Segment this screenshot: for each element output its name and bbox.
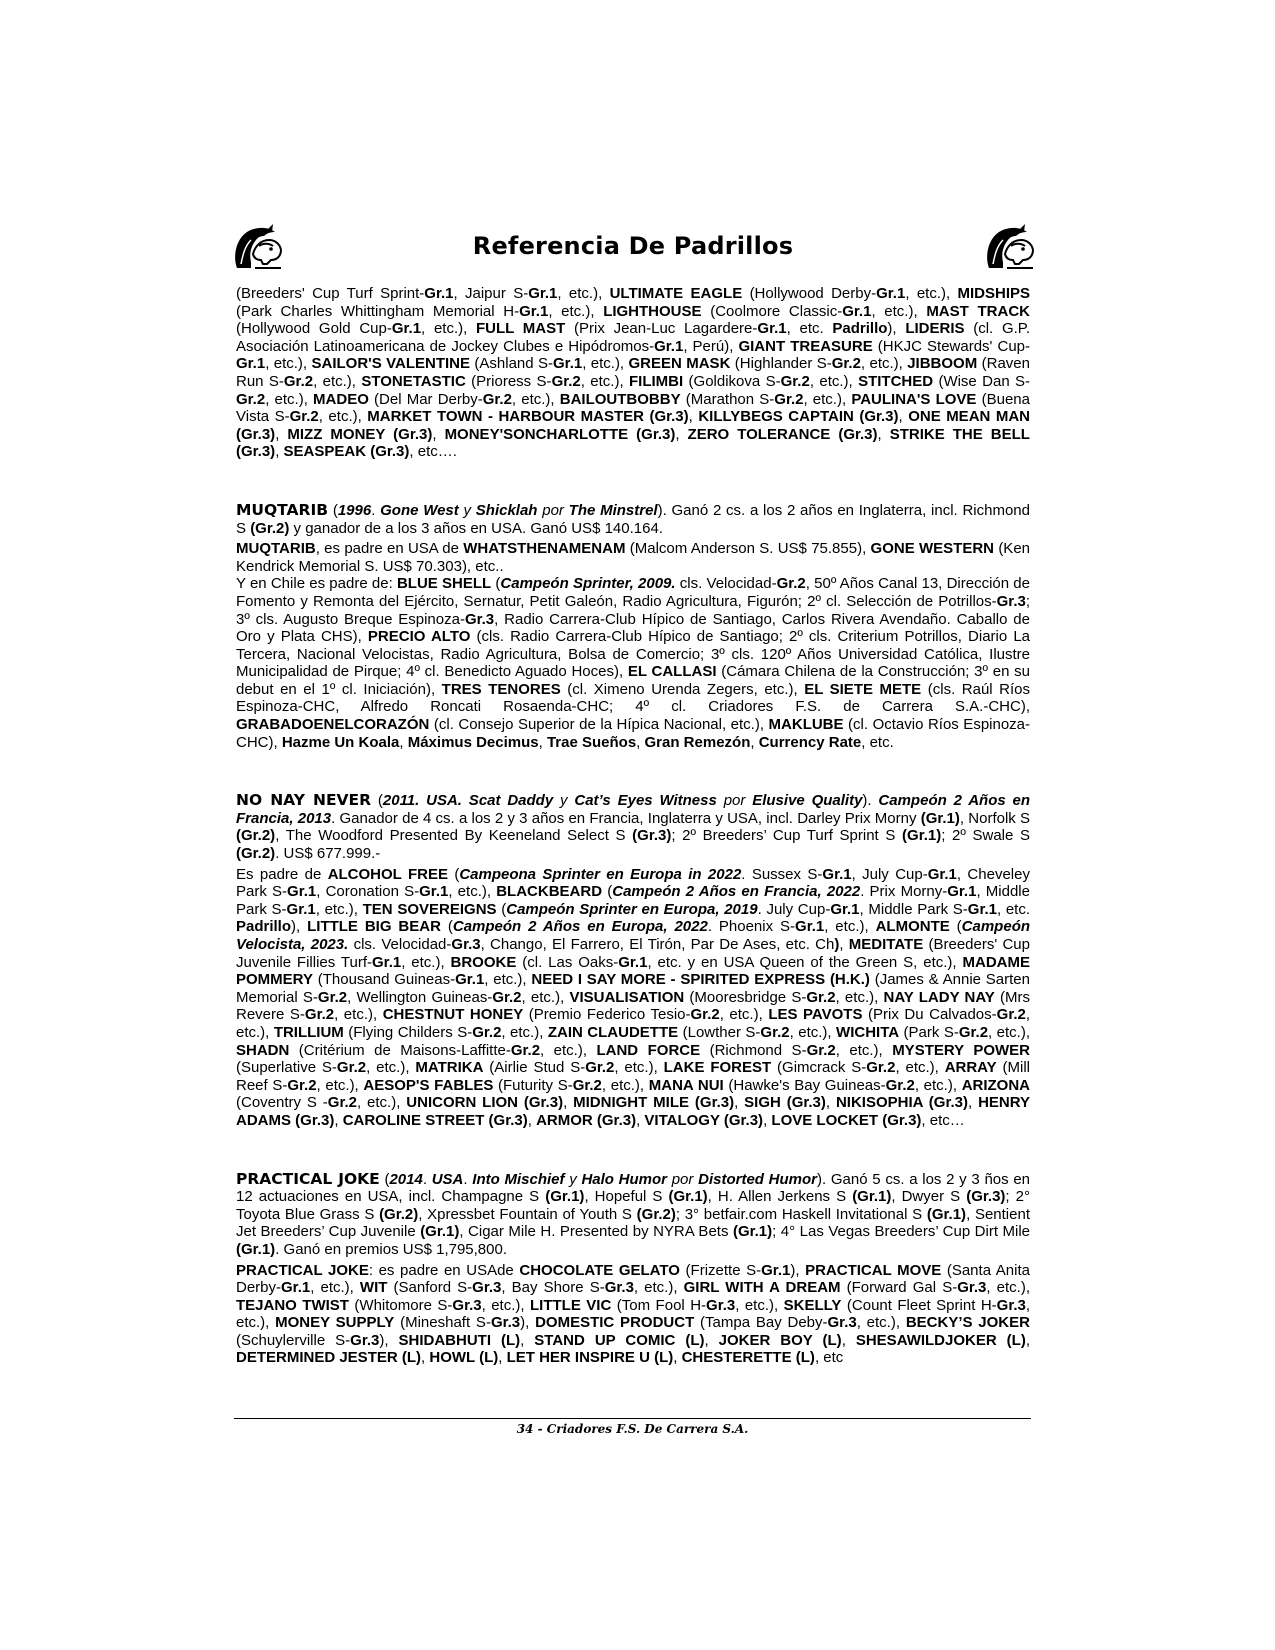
document-body	[236, 285, 1030, 1367]
page-footer: 34 - Criadores F.S. De Carrera S.A.	[516, 1422, 749, 1436]
sire-offspring-paragraph: PRACTICAL JOKE: es padre en USAde CHOCOLATE GELATO (Frizette S-Gr.1), PRACTICAL MOVE (Santa Anita Derby-Gr.1, etc.), WIT (Sanford S-Gr.3, Bay Shore S-Gr.3, etc.), GIRL WITH A DREAM (Forward Gal S-Gr.3, etc.), TEJANO TWIST (Whitomore S-Gr.3, etc.), LITTLE VIC (Tom Fool H-Gr.3, etc.), SKELLY (Count Fleet Sprint H-Gr.3, etc.), MONEY SUPPLY (Mineshaft S-Gr.3), DOMESTIC PRODUCT (Tampa Bay Deby-Gr.3, etc.), BECKY’S JOKER (Schuylerville S-Gr.3), SHIDABHUTI (L), STAND UP COMIC (L), JOKER BOY (L), SHESAWILDJOKER (L), DETERMINED JESTER (L), HOWL (L), LET HER INSPIRE U (L), CHESTERETTE (L), etc	[236, 1261, 1031, 1367]
sire-offspring-paragraph: Y en Chile es padre de: BLUE SHELL (Campeón Sprinter, 2009. cls. Velocidad-Gr.2, 50º Años Canal 13, Dirección de Fomento y Remonta del Ejército, Sernatur, Petit Galeón, Radio Agricultura, Figurón; 2º cl. Selección de Potrillos-Gr.3; 3º cls. Augusto Breque Espinoza-Gr.3, Radio Carrera-Club Hípico de Santiago, Carlos Rivera Avendaño. Caballo de Oro y Plata CHS), PRECIO ALTO (cls. Radio Carrera-Club Hípico de Santiago; 2º cls. Criterium Potrillos, Diario La Tercera, Nacional Velocistas, Radio Agricultura, Bolsa de Comercio; 3º cls. 120º Años Universidad Católica, Ilustre Municipalidad de Pirque; 4º cl. Benedicto Aguado Hoces), EL CALLASI (Cámara Chilena de la Construcción; 3º en su debut en el 1º cl. Iniciación), TRES TENORES (cl. Ximeno Urenda Zegers, etc.), EL SIETE METE (cls. Raúl Ríos Espinoza-CHC, Alfredo Roncati Rosaenda-CHC; 4º cl. Criadores F.S. de Carrera S.A.-CHC), GRABADOENELCORAZÓN (cl. Consejo Superior de la Hípica Nacional, etc.), MAKLUBE (cl. Octavio Ríos Espinoza-CHC), Hazme Un Koala, Máximus Decimus, Trae Sueños, Gran Remezón, Currency Rate, etc.	[236, 575, 1031, 751]
footer-divider	[234, 1418, 1031, 1419]
section-spacer	[236, 1130, 1030, 1171]
sire-heading-paragraph: MUQTARIB (1996. Gone West y Shicklah por The Minstrel). Ganó 2 cs. a los 2 años en Inglaterra, incl. Richmond S (Gr.2) y ganador de a los 3 años en USA. Ganó US$ 140.164.	[236, 500, 1030, 537]
page-header	[231, 224, 1035, 270]
section-spacer	[236, 751, 1030, 792]
intro-paragraph: (Breeders' Cup Turf Sprint-Gr.1, Jaipur S-Gr.1, etc.), ULTIMATE EAGLE (Hollywood Derby-Gr.1, etc.), MIDSHIPS (Park Charles Whittingham Memorial H-Gr.1, etc.), LIGHTHOUSE (Coolmore Classic-Gr.1, etc.), MAST TRACK (Hollywood Gold Cup-Gr.1, etc.), FULL MAST (Prix Jean-Luc Lagardere-Gr.1, etc. Padrillo), LIDERIS (cl. G.P. Asociación Latinoamericana de Jockey Clubes e Hipódromos-Gr.1, Perú), GIANT TREASURE (HKJC Stewards' Cup-Gr.1, etc.), SAILOR'S VALENTINE (Ashland S-Gr.1, etc.), GREEN MASK (Highlander S-Gr.2, etc.), JIBBOOM (Raven Run S-Gr.2, etc.), STONETASTIC (Prioress S-Gr.2, etc.), FILIMBI (Goldikova S-Gr.2, etc.), STITCHED (Wise Dan S-Gr.2, etc.), MADEO (Del Mar Derby-Gr.2, etc.), BAILOUTBOBBY (Marathon S-Gr.2, etc.), PAULINA'S LOVE (Buena Vista S-Gr.2, etc.), MARKET TOWN - HARBOUR MASTER (Gr.3), KILLYBEGS CAPTAIN (Gr.3), ONE MEAN MAN (Gr.3), MIZZ MONEY (Gr.3), MONEY'SONCHARLOTTE (Gr.3), ZERO TOLERANCE (Gr.3), STRIKE THE BELL (Gr.3), SEASPEAK (Gr.3), etc….	[236, 285, 1031, 461]
sire-offspring-paragraph: Es padre de ALCOHOL FREE (Campeona Sprinter en Europa in 2022. Sussex S-Gr.1, July Cup-Gr.1, Cheveley Park S-Gr.1, Coronation S-Gr.1, etc.), BLACKBEARD (Campeón 2 Años en Francia, 2022. Prix Morny-Gr.1, Middle Park S-Gr.1, etc.), TEN SOVEREIGNS (Campeón Sprinter en Europa, 2019. July Cup-Gr.1, Middle Park S-Gr.1, etc. Padrillo), LITTLE BIG BEAR (Campeón 2 Años en Europa, 2022. Phoenix S-Gr.1, etc.), ALMONTE (Campeón Velocista, 2023. cls. Velocidad-Gr.3, Chango, El Farrero, El Tirón, Par De Ases, etc. Ch), MEDITATE (Breeders' Cup Juvenile Fillies Turf-Gr.1, etc.), BROOKE (cl. Las Oaks-Gr.1, etc. y en USA Queen of the Green S, etc.), MADAME POMMERY (Thousand Guineas-Gr.1, etc.), NEED I SAY MORE - SPIRITED EXPRESS (H.K.) (James & Annie Sarten Memorial S-Gr.2, Wellington Guineas-Gr.2, etc.), VISUALISATION (Mooresbridge S-Gr.2, etc.), NAY LADY NAY (Mrs Revere S-Gr.2, etc.), CHESTNUT HONEY (Premio Federico Tesio-Gr.2, etc.), LES PAVOTS (Prix Du Calvados-Gr.2, etc.), TRILLIUM (Flying Childers S-Gr.2, etc.), ZAIN CLAUDETTE (Lowther S-Gr.2, etc.), WICHITA (Park S-Gr.2, etc.), SHADN (Critérium de Maisons-Laffitte-Gr.2, etc.), LAND FORCE (Richmond S-Gr.2, etc.), MYSTERY POWER (Superlative S-Gr.2, etc.), MATRIKA (Airlie Stud S-Gr.2, etc.), LAKE FOREST (Gimcrack S-Gr.2, etc.), ARRAY (Mill Reef S-Gr.2, etc.), AESOP'S FABLES (Futurity S-Gr.2, etc.), MANA NUI (Hawke's Bay Guineas-Gr.2, etc.), ARIZONA (Coventry S -Gr.2, etc.), UNICORN LION (Gr.3), MIDNIGHT MILE (Gr.3), SIGH (Gr.3), NIKISOPHIA (Gr.3), HENRY ADAMS (Gr.3), CAROLINE STREET (Gr.3), ARMOR (Gr.3), VITALOGY (Gr.3), LOVE LOCKET (Gr.3), etc…	[236, 865, 1031, 1129]
page-title: Referencia De Padrillos	[472, 232, 794, 260]
horse-head-logo-icon	[983, 224, 1035, 272]
sire-offspring-paragraph: MUQTARIB, es padre en USA de WHATSTHENAMENAM (Malcom Anderson S. US$ 75.855), GONE WESTERN (Ken Kendrick Memorial S. US$ 70.303), etc..	[236, 540, 1030, 575]
sire-heading-paragraph: NO NAY NEVER (2011. USA. Scat Daddy y Cat’s Eyes Witness por Elusive Quality). Campeón 2 Años en Francia, 2013. Ganador de 4 cs. a los 2 y 3 años en Francia, Inglaterra y USA, incl. Darley Prix Morny (Gr.1), Norfolk S (Gr.2), The Woodford Presented By Keeneland Select S (Gr.3); 2º Breeders’ Cup Turf Sprint S (Gr.1); 2º Swale S (Gr.2). US$ 677.999.-	[236, 791, 1031, 863]
sire-heading-paragraph: PRACTICAL JOKE (2014. USA. Into Mischief y Halo Humor por Distorted Humor). Ganó 5 cs. a los 2 y 3 ños en 12 actuaciones en USA, incl. Champagne S (Gr.1), Hopeful S (Gr.1), H. Allen Jerkens S (Gr.1), Dwyer S (Gr.3); 2° Toyota Blue Grass S (Gr.2), Xpressbet Fountain of Youth S (Gr.2); 3° betfair.com Haskell Invitational S (Gr.1), Sentient Jet Breeders’ Cup Juvenile (Gr.1), Cigar Mile H. Presented by NYRA Bets (Gr.1); 4° Las Vegas Breeders’ Cup Dirt Mile (Gr.1). Ganó en premios US$ 1,795,800.	[236, 1169, 1031, 1258]
section-spacer	[236, 461, 1030, 502]
